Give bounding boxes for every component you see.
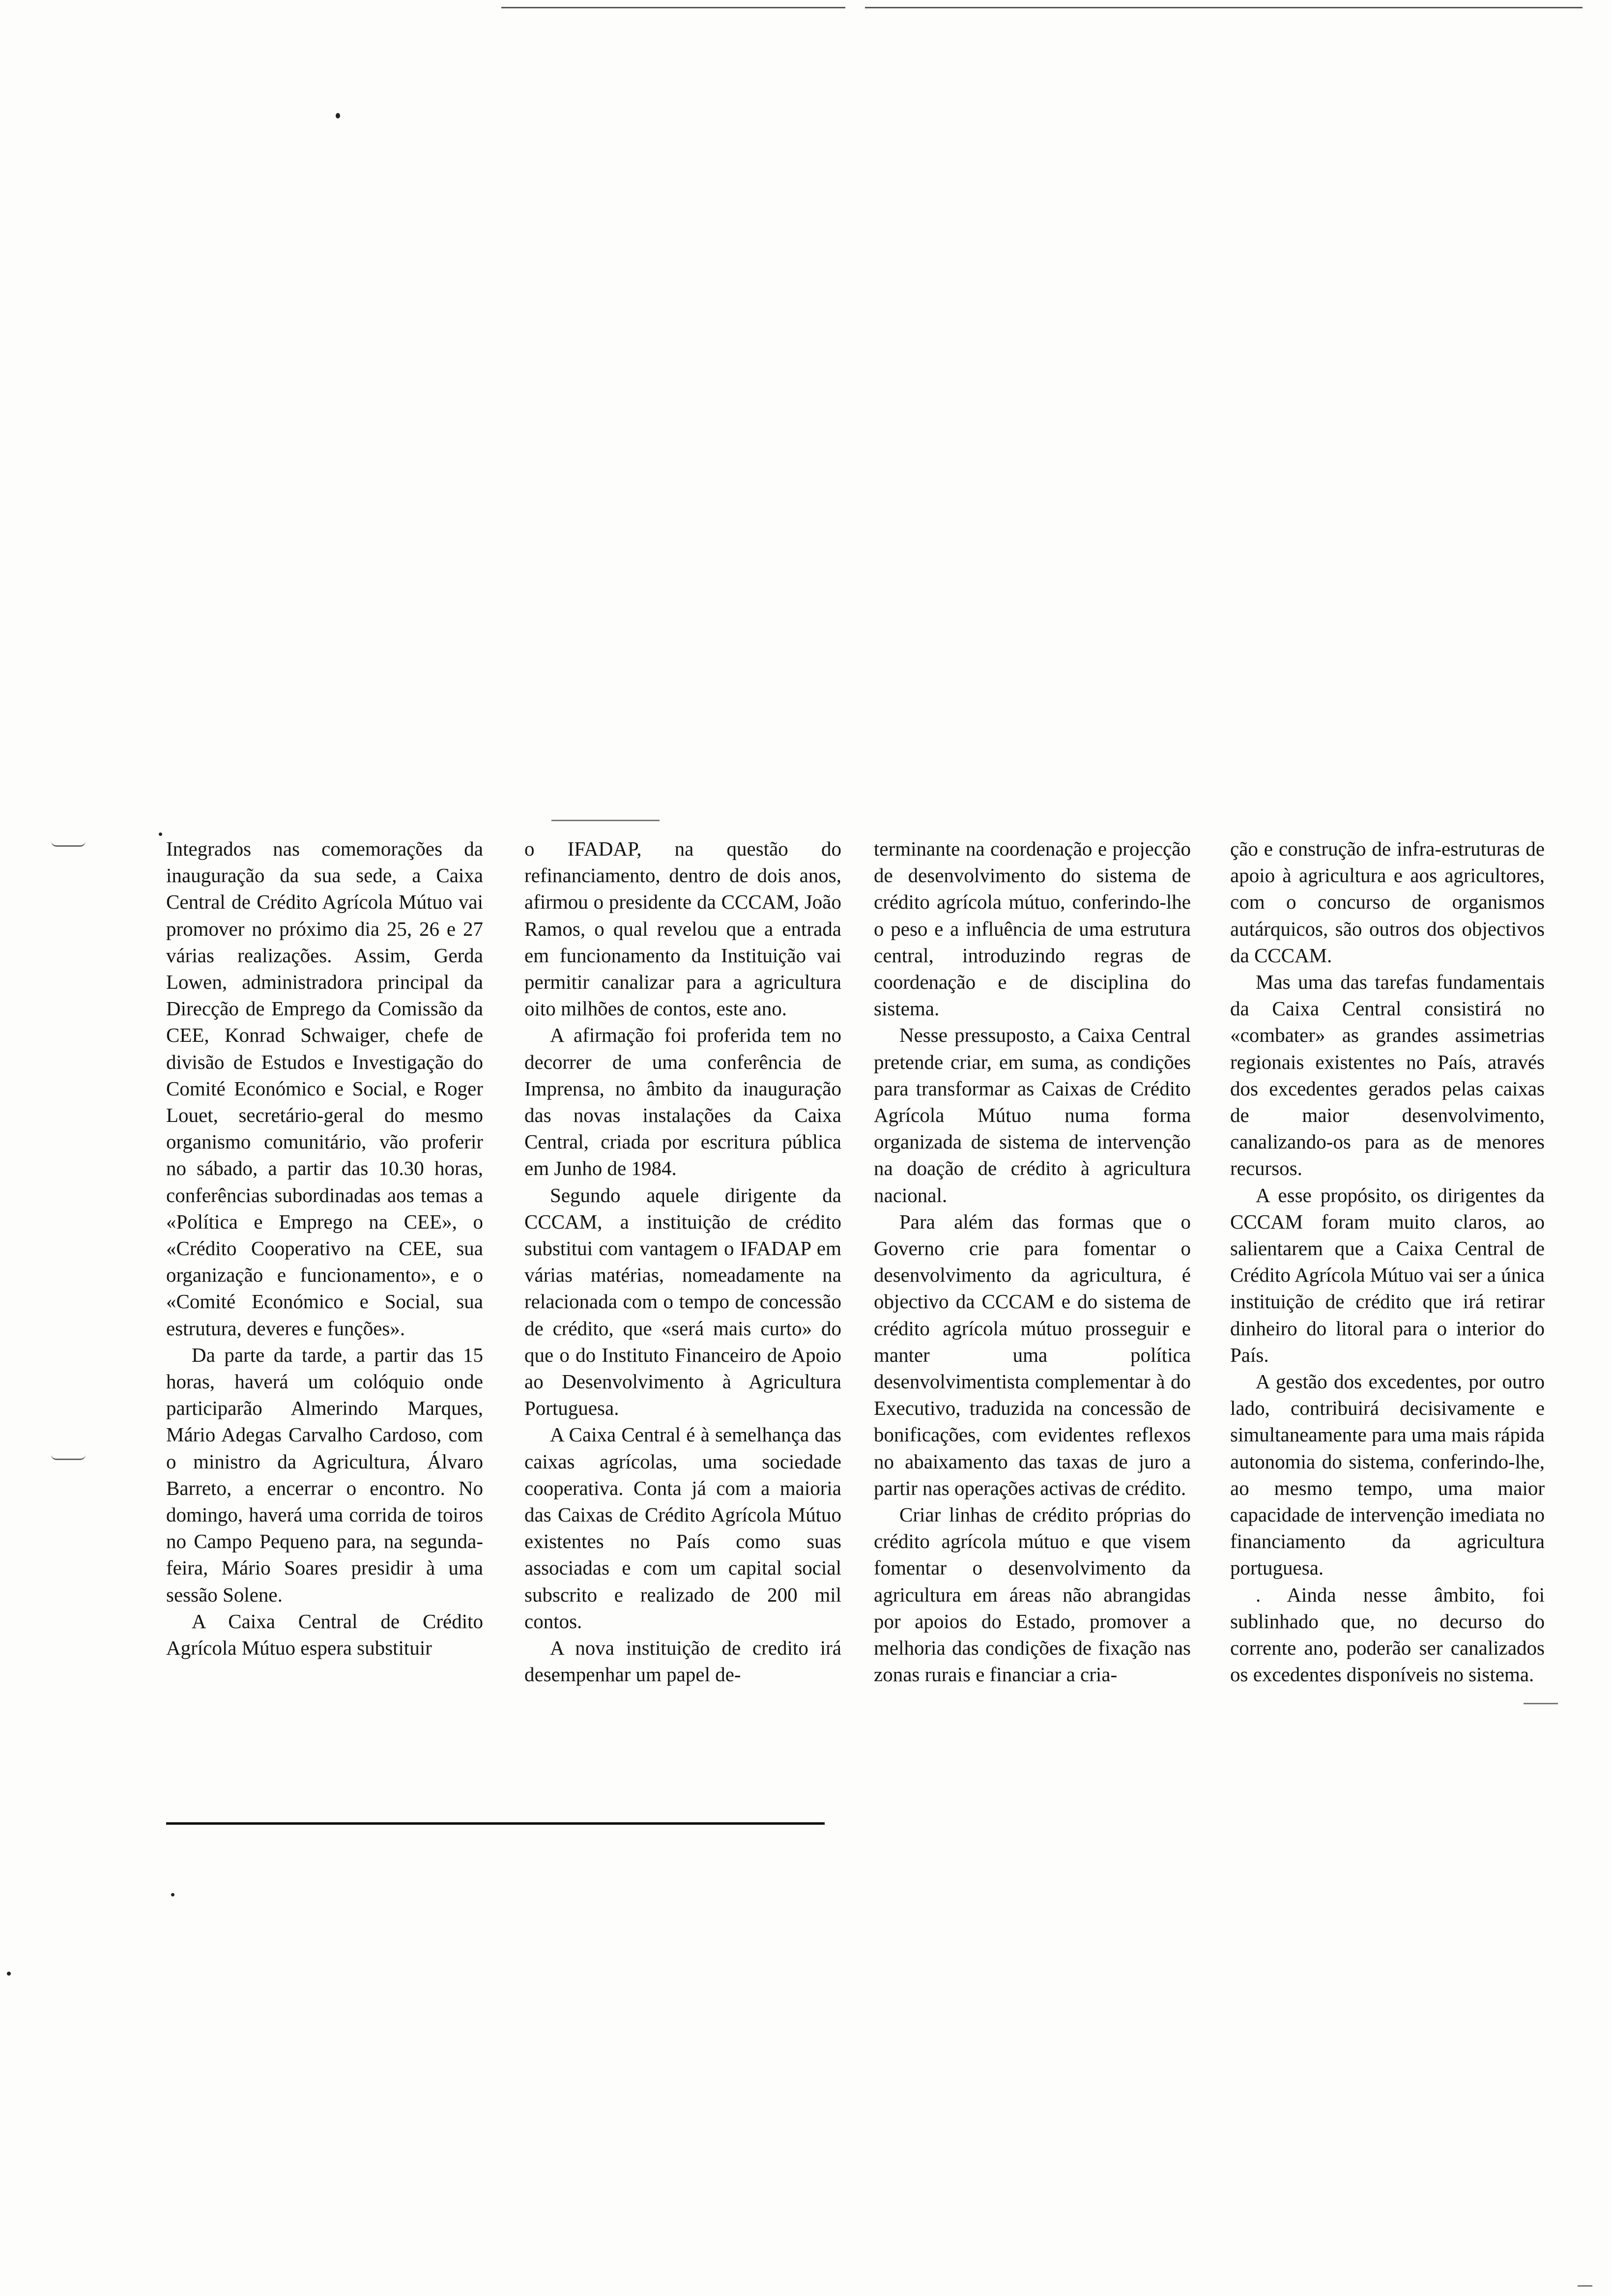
article-column-1 <box>166 835 483 1661</box>
scan-artifact <box>1524 1703 1558 1704</box>
paragraph: A afirmação foi proferida tem no decorrer de uma conferência de Imprensa, no âmbito da inauguração das novas instalações da Caixa Central, criada por escritura pública em Junho de 1984. <box>524 1024 841 1180</box>
paragraph: Segundo aquele dirigente da CCCAM, a instituição de crédito substitui com vantagem o IFADAP em várias matérias, nomeadamente na relacionada com o tempo de concessão de crédito, que «será mais curto» do que o do Instituto Financeiro de Apoio ao Desenvolvimento à Agricultura Portuguesa. <box>524 1183 841 1420</box>
paragraph: Integrados nas comemorações da inauguração da sua sede, a Caixa Central de Crédito Agrícola Mútuo vai promover no próximo dia 25, 26 e 27 várias realizações. Assim, Gerda Lowen, administradora principal da Direcção de Emprego da Comissão da CEE, Konrad Schwaiger, chefe de divisão de Estudos e Investigação do Comité Económico e Social, e Roger Louet, secretário-geral do mesmo organismo comunitário, vão proferir no sábado, a partir das 10.30 horas, conferências subordinadas aos temas a «Política e Emprego na CEE», o «Crédito Cooperativo na CEE, sua organização e funcionamento», e o «Comité Económico e Social, sua estrutura, deveres e funções». <box>166 837 483 1340</box>
paragraph: A Caixa Central de Crédito Agrícola Mútuo espera substituir <box>166 1609 483 1660</box>
ink-speck <box>7 1972 11 1976</box>
paragraph: Da parte da tarde, a partir das 15 horas, haverá um colóquio onde participarão Almerindo Marques, Mário Adegas Carvalho Cardoso, com o ministro da Agricultura, Álvaro Barreto, a encerrar o encontro. No domingo, haverá uma corrida de toiros no Campo Pequeno para, na segunda-feira, Mário Soares presidir à uma sessão Solene. <box>166 1343 483 1606</box>
paragraph: A nova instituição de credito irá desempenhar um papel de- <box>524 1636 841 1686</box>
top-rule <box>865 7 1583 8</box>
margin-mark <box>51 841 86 847</box>
paragraph: . Ainda nesse âmbito, foi sublinhado que, no decurso do corrente ano, poderão ser canalizados os excedentes disponíveis no sistema. <box>1230 1583 1545 1686</box>
paragraph: Criar linhas de crédito próprias do crédito agrícola mútuo e que visem fomentar o desenvolvimento da agricultura em áreas não abrangidas por apoios do Estado, promover a melhoria das condições de fixação nas zonas rurais e financiar a cria- <box>874 1503 1191 1686</box>
ink-speck <box>171 1893 174 1896</box>
paragraph: o IFADAP, na questão do refinanciamento, dentro de dois anos, afirmou o presidente da CCCAM, João Ramos, o qual revelou que a entrada em funcionamento da Instituição vai permitir canalizar para a agricultura oito milhões de contos, este ano. <box>524 837 841 1020</box>
paragraph: Nesse pressuposto, a Caixa Central pretende criar, em suma, as condições para transformar as Caixas de Crédito Agrícola Mútuo numa forma organizada de sistema de intervenção na doação de crédito à agricultura nacional. <box>874 1024 1191 1206</box>
paragraph: A esse propósito, os dirigentes da CCCAM foram muito claros, ao salientarem que a Caixa Central de Crédito Agrícola Mútuo vai ser a única instituição de crédito que irá retirar dinheiro do litoral para o interior do País. <box>1230 1183 1545 1366</box>
article-column-4 <box>1230 835 1545 1688</box>
paragraph: A gestão dos excedentes, por outro lado, contribuirá decisivamente e simultaneamente para uma mais rápida autonomia do sistema, conferindo-lhe, ao mesmo tempo, uma maior capacidade de intervenção imediata no financiamento da agricultura portuguesa. <box>1230 1370 1545 1579</box>
ink-speck <box>336 113 340 118</box>
paragraph: A Caixa Central é à semelhança das caixas agrícolas, uma sociedade cooperativa. Conta já com a maioria das Caixas de Crédito Agrícola Mútuo existentes no País como suas associadas e com um capital social subscrito e realizado de 200 mil contos. <box>524 1423 841 1633</box>
paragraph: ção e construção de infra-estruturas de apoio à agricultura e aos agricultores, com o concurso de organismos autárquicos, são outros dos objectivos da CCCAM. <box>1230 837 1545 967</box>
top-rule <box>501 7 845 8</box>
scan-artifact <box>551 820 660 821</box>
article-column-2 <box>524 835 841 1688</box>
ink-speck <box>159 832 162 836</box>
scan-artifact <box>1578 2285 1592 2287</box>
article-column-3 <box>874 835 1191 1688</box>
margin-mark <box>51 1455 86 1460</box>
paragraph: Mas uma das tarefas fundamentais da Caixa Central consistirá no «combater» as grandes assimetrias regionais existentes no País, através dos excedentes gerados pelas caixas de maior desenvolvimento, canalizando-os para as de menores recursos. <box>1230 971 1545 1180</box>
paragraph: Para além das formas que o Governo crie para fomentar o desenvolvimento da agricultura, é objectivo da CCCAM e do sistema de crédito agrícola mútuo prosseguir e manter uma política desenvolvimentista complementar à do Executivo, traduzida na concessão de bonificações, com evidentes reflexos no abaixamento das taxas de juro a partir nas operações activas de crédito. <box>874 1210 1191 1499</box>
paragraph: terminante na coordenação e projecção de desenvolvimento do sistema de crédito agrícola mútuo, conferindo-lhe o peso e a influência de uma estrutura central, introduzindo regras de coordenação e de disciplina do sistema. <box>874 837 1191 1020</box>
column-bottom-rule <box>166 1822 825 1825</box>
